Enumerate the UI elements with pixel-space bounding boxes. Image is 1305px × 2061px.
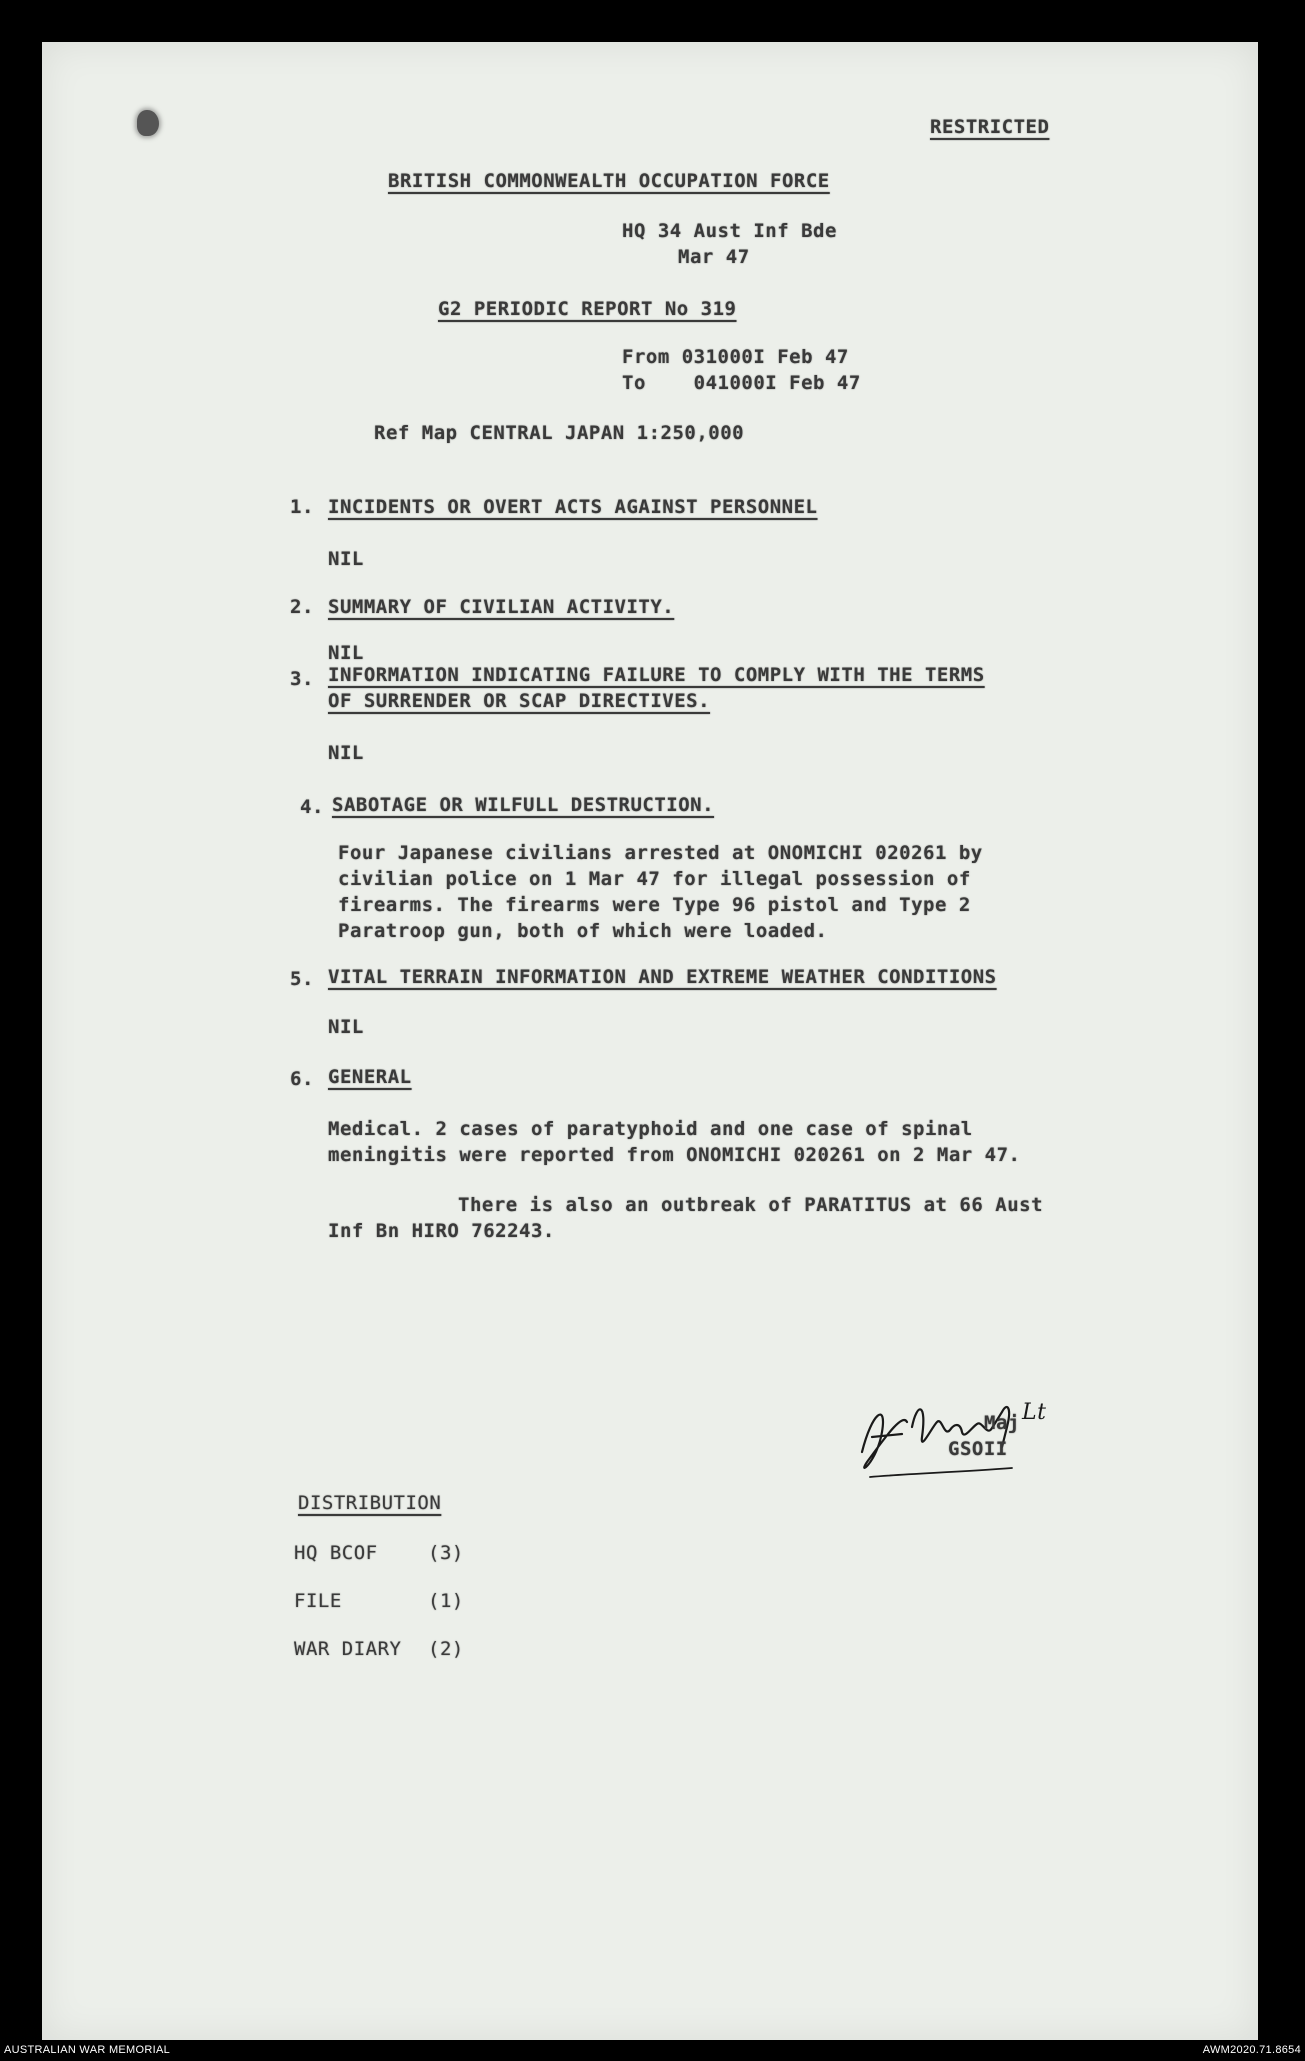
section-1-number: 1. bbox=[290, 496, 314, 518]
period-to: To 041000I Feb 47 bbox=[622, 372, 861, 394]
organisation-heading: BRITISH COMMONWEALTH OCCUPATION FORCE bbox=[388, 170, 830, 192]
distribution-row-copies: (2) bbox=[428, 1638, 464, 1660]
period-from: From 031000I Feb 47 bbox=[622, 346, 849, 368]
signatory-rank: Maj bbox=[984, 1412, 1020, 1434]
archive-credit: AUSTRALIAN WAR MEMORIAL bbox=[4, 2044, 171, 2056]
distribution-row-to: FILE bbox=[294, 1590, 342, 1612]
signature-rank-handwritten: Lt bbox=[1022, 1400, 1047, 1425]
section-4-title: SABOTAGE OR WILFULL DESTRUCTION. bbox=[332, 794, 715, 816]
distribution-row-to: WAR DIARY bbox=[294, 1638, 402, 1660]
section-5-title: VITAL TERRAIN INFORMATION AND EXTREME WEATHER CONDITIONS bbox=[328, 966, 997, 988]
section-5-body: NIL bbox=[328, 1016, 364, 1038]
punch-hole bbox=[137, 110, 159, 136]
section-3-title-cont: OF SURRENDER OR SCAP DIRECTIVES. bbox=[328, 690, 711, 712]
section-2-number: 2. bbox=[290, 596, 314, 618]
distribution-row-to: HQ BCOF bbox=[294, 1542, 378, 1564]
section-3-number: 3. bbox=[290, 668, 314, 690]
distribution-row-copies: (1) bbox=[428, 1590, 464, 1612]
classification-marking: RESTRICTED bbox=[930, 116, 1050, 138]
section-4-number: 4. bbox=[300, 796, 324, 818]
section-6-title: GENERAL bbox=[328, 1066, 412, 1088]
section-2-title: SUMMARY OF CIVILIAN ACTIVITY. bbox=[328, 596, 675, 618]
section-6-number: 6. bbox=[290, 1068, 314, 1090]
map-reference: Ref Map CENTRAL JAPAN 1:250,000 bbox=[374, 422, 745, 444]
section-5-number: 5. bbox=[290, 968, 314, 990]
document-page bbox=[42, 42, 1258, 2040]
distribution-heading: DISTRIBUTION bbox=[298, 1492, 442, 1514]
section-1-title: INCIDENTS OR OVERT ACTS AGAINST PERSONNEL bbox=[328, 496, 818, 518]
hq-line: HQ 34 Aust Inf Bde bbox=[622, 220, 837, 242]
section-3-body: NIL bbox=[328, 742, 364, 764]
archive-reference: AWM2020.71.8654 bbox=[1202, 2044, 1301, 2056]
signatory-appointment: GSOII bbox=[948, 1438, 1008, 1460]
section-2-body: NIL bbox=[328, 642, 364, 664]
report-title: G2 PERIODIC REPORT No 319 bbox=[438, 298, 737, 320]
section-6-body-cont: There is also an outbreak of PARATITUS at 66 Aust Inf Bn HIRO 762243. bbox=[328, 1194, 1044, 1242]
section-3-title: INFORMATION INDICATING FAILURE TO COMPLY WITH THE TERMS bbox=[328, 664, 985, 686]
section-4-body: Four Japanese civilians arrested at ONOMICHI 020261 by civilian police on 1 Mar 47 for illegal possession of firearms. The firearms were Type 96 pistol and Type 2 Paratroop gun, both of which were loaded. bbox=[338, 842, 983, 942]
distribution-row-copies: (3) bbox=[428, 1542, 464, 1564]
section-6-body: Medical. 2 cases of paratyphoid and one case of spinal meningitis were reported from ONOMICHI 020261 on 2 Mar 47. bbox=[328, 1118, 1021, 1166]
section-1-body: NIL bbox=[328, 548, 364, 570]
date-line: Mar 47 bbox=[678, 246, 750, 268]
